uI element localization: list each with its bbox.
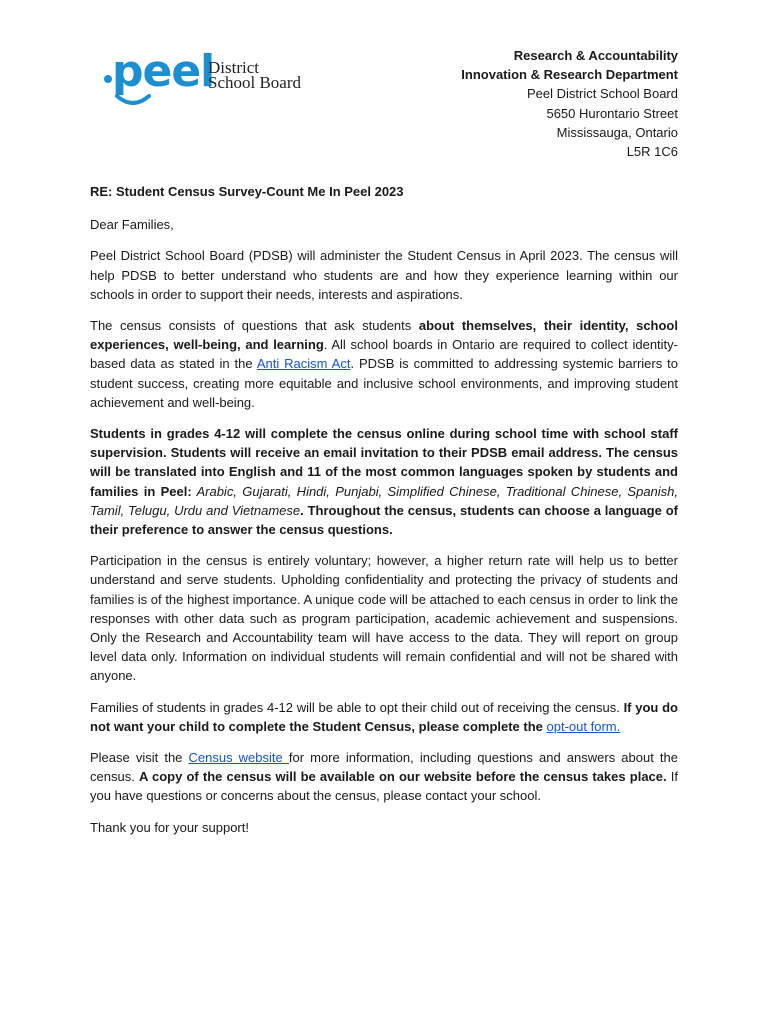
letter-body [90,182,678,849]
paragraph-5-bold: If you do not want your child to complete the Student Census, please complete the [90,699,678,734]
paragraph-6 [90,748,678,806]
letter-subject: RE: Student Census Survey-Count Me In Peel 2023 [90,184,404,199]
paragraph-2-text-d: . PDSB is committed to addressing systemic barriers to student success, creating more equitable and inclusive school environments, and improving student achievement and well-being. [90,356,678,410]
paragraph-3-bold-end: . Throughout the census, students can choose a language of their preference to answer the census questions. [90,502,678,538]
logo-word: peel [112,46,215,97]
paragraph-2-text-c: . All school boards in Ontario are required to collect identity-based data as stated in the [90,337,678,372]
closing: Thank you for your support! [90,819,249,835]
paragraph-5 [90,698,678,736]
logo-dot [104,75,112,83]
census-website-link[interactable]: Census website [188,750,289,766]
paragraph-5-text: Families of students in grades 4-12 will be able to opt their child out of receiving the census. [90,699,624,715]
logo-name-line1: District [208,58,259,77]
paragraph-6-text-a: Please visit the [90,750,189,766]
logo-name-line2: School Board [208,73,302,92]
opt-out-form-link[interactable]: opt-out form. [546,718,621,734]
logo-board-name [208,60,301,90]
peel-logo [104,46,309,113]
paragraph-6-bold: A copy of the census will be available on our website before the census takes place. [138,769,667,785]
address-line6: L5R 1C6 [626,144,678,160]
logo-smile-icon [115,94,151,108]
address-line4: 5650 Hurontario Street [546,105,678,121]
sender-address [461,46,678,161]
salutation: Dear Families, [90,217,174,233]
address-line3: Peel District School Board [526,86,678,102]
language-list: Arabic, Gujarati, Hindi, Punjabi, Simplified Chinese, Traditional Chinese, Spanish, Tamil, Telugu, Urdu and Vietnamese [90,483,679,518]
paragraph-2-bold: about themselves, their identity, school experiences, well-being, and learning [90,318,678,353]
paragraph-3-bold: Students in grades 4-12 will complete the census online during school time with school staff supervision. Students will receive an email invitation to their PDSB email address. The census will be translated into English and 11 of the most common languages spoken by students and families in Peel: [90,426,678,499]
address-line1: Research & Accountability [513,48,678,63]
paragraph-6-text-b: for more information, including questions and answers about the census. [90,750,678,785]
paragraph-3 [90,424,678,539]
address-line5: Mississauga, Ontario [556,124,678,140]
paragraph-1-text: Peel District School Board (PDSB) will administer the Student Census in April 2023. The census will help PDSB to better understand who students are and how they experience learning within our schools in order to support their needs, interests and aspirations. [90,248,678,302]
paragraph-4 [90,551,678,685]
paragraph-6-text-d: If you have questions or concerns about the census, please contact your school. [90,769,678,804]
address-line2: Innovation & Research Department [461,67,678,83]
paragraph-1 [90,246,678,304]
paragraph-2-text-a: The census consists of questions that ask students [90,318,419,334]
paragraph-2 [90,316,678,412]
paragraph-4-text: Participation in the census is entirely voluntary; however, a higher return rate will help us to better understand and serve students. Upholding confidentiality and protecting the privacy of students and families is of the highest importance. A unique code will be attached to each census in order to link the responses with other data such as program participation, academic achievement and suspensions. Only the Research and Accountability team will have access to the data. They will report on group level data only. Information on individual students will remain confidential and will not be shared with anyone. [90,553,678,684]
anti-racism-act-link[interactable]: Anti Racism Act [256,356,351,372]
